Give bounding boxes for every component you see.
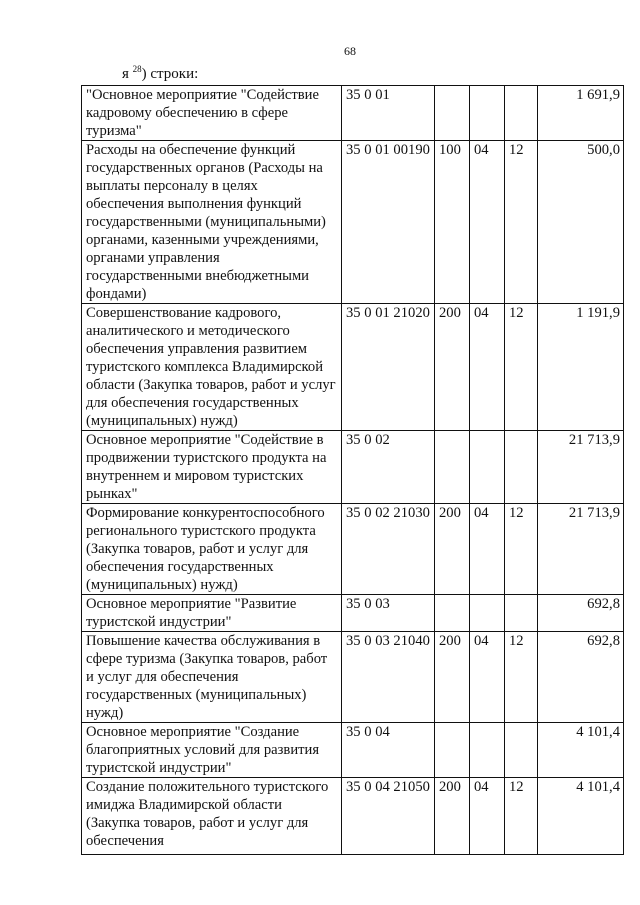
section-code: [470, 723, 505, 778]
expense-type-code: [435, 723, 470, 778]
table-row: [82, 778, 624, 855]
subsection-code: [505, 595, 538, 632]
amount: 692,8: [538, 632, 624, 723]
expense-type-code: [435, 86, 470, 141]
section-code: [470, 595, 505, 632]
target-article-code: 35 0 02 21030: [342, 504, 435, 595]
page-number: 68: [344, 44, 356, 58]
target-article-code: 35 0 04 21050: [342, 778, 435, 855]
amount: 21 713,9: [538, 504, 624, 595]
table-row: [82, 595, 624, 632]
expense-name: Основное мероприятие "Развитие туристской индустрии": [82, 595, 342, 632]
target-article-code: 35 0 04: [342, 723, 435, 778]
table-row: [82, 632, 624, 723]
expense-type-code: 200: [435, 304, 470, 431]
subsection-code: [505, 723, 538, 778]
section-code: [470, 86, 505, 141]
target-article-code: 35 0 02: [342, 431, 435, 504]
expense-name: Основное мероприятие "Создание благоприятных условий для развития туристской индустрии": [82, 723, 342, 778]
subsection-code: 12: [505, 504, 538, 595]
footnote-marker: 28: [132, 64, 142, 74]
heading-suffix: ) строки:: [141, 66, 199, 82]
section-code: 04: [470, 141, 505, 304]
target-article-code: 35 0 03 21040: [342, 632, 435, 723]
expense-type-code: 200: [435, 504, 470, 595]
subsection-code: 12: [505, 304, 538, 431]
subsection-code: [505, 86, 538, 141]
target-article-code: 35 0 01: [342, 86, 435, 141]
expense-name: "Основное мероприятие "Содействие кадровому обеспечению в сфере туризма": [82, 86, 342, 141]
table-row: [82, 86, 624, 141]
heading-prefix: я: [122, 66, 133, 82]
expense-type-code: 200: [435, 778, 470, 855]
section-code: 04: [470, 632, 505, 723]
amount: 4 101,4: [538, 778, 624, 855]
expense-type-code: [435, 431, 470, 504]
amount: 21 713,9: [538, 431, 624, 504]
target-article-code: 35 0 01 00190: [342, 141, 435, 304]
subsection-code: 12: [505, 141, 538, 304]
section-heading: [122, 64, 198, 83]
budget-table: [81, 85, 624, 855]
table-row: [82, 141, 624, 304]
section-code: 04: [470, 778, 505, 855]
section-code: [470, 431, 505, 504]
amount: 1 191,9: [538, 304, 624, 431]
subsection-code: [505, 431, 538, 504]
table-row: [82, 504, 624, 595]
expense-name: Расходы на обеспечение функций государственных органов (Расходы на выплаты персоналу в целях обеспечения выполнения функций государственными (муниципальными) органами, казенными учреждениями, органами управления государственными внебюджетными фондами): [82, 141, 342, 304]
section-code: 04: [470, 504, 505, 595]
table-row: [82, 723, 624, 778]
expense-name: Формирование конкурентоспособного регионального туристского продукта (Закупка товаров, работ и услуг для обеспечения государственных (муниципальных) нужд): [82, 504, 342, 595]
target-article-code: 35 0 01 21020: [342, 304, 435, 431]
amount: 500,0: [538, 141, 624, 304]
expense-type-code: 100: [435, 141, 470, 304]
amount: 1 691,9: [538, 86, 624, 141]
expense-name: Создание положительного туристского имиджа Владимирской области (Закупка товаров, работ и услуг для обеспечения: [82, 778, 342, 855]
subsection-code: 12: [505, 778, 538, 855]
section-code: 04: [470, 304, 505, 431]
table-row: [82, 304, 624, 431]
expense-type-code: [435, 595, 470, 632]
target-article-code: 35 0 03: [342, 595, 435, 632]
table-row: [82, 431, 624, 504]
expense-type-code: 200: [435, 632, 470, 723]
amount: 4 101,4: [538, 723, 624, 778]
subsection-code: 12: [505, 632, 538, 723]
expense-name: Основное мероприятие "Содействие в продвижении туристского продукта на внутреннем и мировом туристских рынках": [82, 431, 342, 504]
expense-name: Повышение качества обслуживания в сфере туризма (Закупка товаров, работ и услуг для обеспечения государственных (муниципальных) нужд): [82, 632, 342, 723]
amount: 692,8: [538, 595, 624, 632]
expense-name: Совершенствование кадрового, аналитического и методического обеспечения управления развитием туристского комплекса Владимирской области (Закупка товаров, работ и услуг для обеспечения государственных (муниципальных) нужд): [82, 304, 342, 431]
